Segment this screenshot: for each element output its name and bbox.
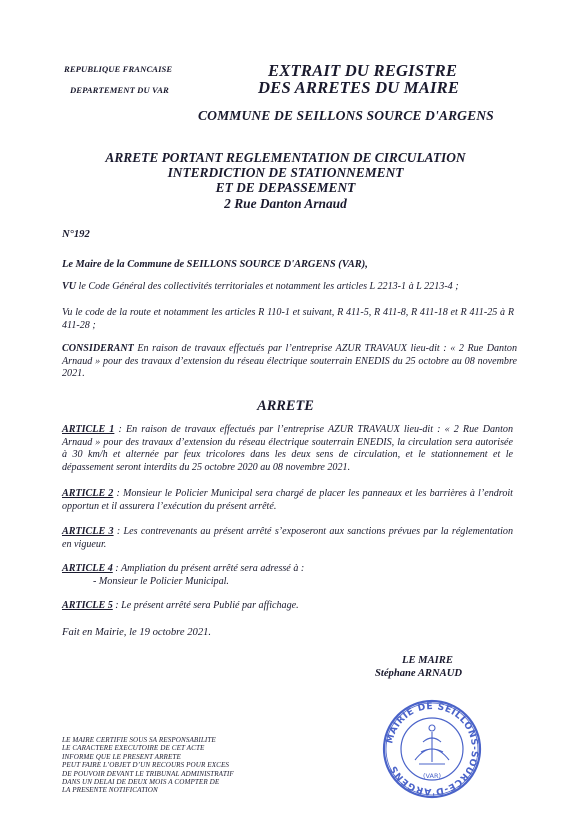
vu-paragraph-2: Vu le code de la route et notamment les articles R 110-1 et suivant, R 411-5, R 411-8, R 411-18 et R 411-25 à R 411-28 ; xyxy=(62,307,514,331)
legal-notice-line: PEUT FAIRE L’OBJET D’UN RECOURS POUR EXCES xyxy=(62,761,230,770)
stamp-ring-text: MAIRIE DE SEILLONS-SOURCE-D'ARGENS xyxy=(384,700,481,798)
considerant-text: En raison de travaux effectués par l’entreprise AZUR TRAVAUX lieu-dit : « 2 Rue Danton Arnaud » pour des travaux d’extension du réseau électrique souterrain ENEDIS du 25 octobre au 08 novembre 2021. xyxy=(62,343,517,380)
article-4-text: : Ampliation du présent arrêté sera adressé à : xyxy=(112,563,305,574)
republique-francaise: REPUBLIQUE FRANCAISE xyxy=(64,64,173,74)
fait-en-mairie: Fait en Mairie, le 19 octobre 2021. xyxy=(62,627,212,638)
arrete-heading: ARRETE xyxy=(257,398,314,414)
vu-label: VU xyxy=(62,281,77,292)
legal-notice-line: INFORME QUE LE PRESENT ARRETE xyxy=(62,752,181,761)
article-1 xyxy=(62,424,513,474)
legal-notice-line: DANS UN DELAI DE DEUX MOIS A COMPTER DE xyxy=(62,778,220,787)
article-4 xyxy=(62,563,513,576)
article-1-label: ARTICLE 1 xyxy=(62,424,115,435)
stamp-seal-icon xyxy=(381,698,483,800)
commune-name: COMMUNE DE SEILLONS SOURCE D'ARGENS xyxy=(198,108,494,123)
extrait-title-line2: DES ARRETES DU MAIRE xyxy=(258,78,460,97)
article-2-label: ARTICLE 2 xyxy=(62,488,114,499)
vu-paragraph-1 xyxy=(62,281,518,294)
arrete-title-line4: 2 Rue Danton Arnaud xyxy=(224,196,347,211)
considerant-label: CONSIDERANT xyxy=(62,343,134,354)
legal-notice-line: LE CARACTERE EXECUTOIRE DE CET ACTE xyxy=(62,744,205,753)
article-1-text: : En raison de travaux effectués par l’entreprise AZUR TRAVAUX lieu-dit : « 2 Rue Danton Arnaud » pour des travaux d’extension du réseau électrique souterrain ENEDIS, la circulation sera autorisée à 30 km/h et alternée par feux tricolores dans les deux sens de circulation, et le stationnement et le dépassement seront interdits du 25 octobre 2020 au 08 novembre 2021. xyxy=(62,424,513,473)
article-4-recipient: - Monsieur le Policier Municipal. xyxy=(93,576,229,587)
vu-text: le Code Général des collectivités territoriales et notamment les articles L 2213-1 à L 2213-4 ; xyxy=(76,281,459,292)
article-5 xyxy=(62,600,513,613)
arrete-title-line3: ET DE DEPASSEMENT xyxy=(215,180,356,195)
arrete-title-line1: ARRETE PORTANT REGLEMENTATION DE CIRCULATION xyxy=(105,150,466,165)
legal-notice-line: DE POUVOIR DEVANT LE TRIBUNAL ADMINISTRATIF xyxy=(62,769,234,778)
legal-notice-line: LA PRESENTE NOTIFICATION xyxy=(62,786,158,795)
arrete-number: N°192 xyxy=(62,229,90,240)
article-4-label: ARTICLE 4 xyxy=(62,563,113,574)
mairie-stamp xyxy=(381,698,483,800)
considerant-paragraph xyxy=(62,343,517,381)
article-3-label: ARTICLE 3 xyxy=(62,526,114,537)
article-3-text: : Les contrevenants au présent arrêté s’exposeront aux sanctions prévues par la réglementation en vigueur. xyxy=(62,526,513,550)
signature-name: Stéphane ARNAUD xyxy=(375,668,463,679)
legal-notice xyxy=(62,736,292,795)
article-3 xyxy=(62,526,513,551)
legal-notice-line: LE MAIRE CERTIFIE SOUS SA RESPONSABILITE xyxy=(62,736,216,744)
article-2-text: : Monsieur le Policier Municipal sera chargé de placer les panneaux et les barrières à l’endroit opportun et il assurera l’exécution du présent arrêté. xyxy=(62,488,513,512)
arrete-title-line2: INTERDICTION DE STATIONNEMENT xyxy=(167,165,404,180)
departement: DEPARTEMENT DU VAR xyxy=(70,85,169,95)
article-5-label: ARTICLE 5 xyxy=(62,600,113,611)
signature-title: LE MAIRE xyxy=(402,655,453,666)
maire-intro: Le Maire de la Commune de SEILLONS SOURCE D'ARGENS (VAR), xyxy=(62,259,368,270)
article-5-text: : Le présent arrêté sera Publié par affichage. xyxy=(112,600,299,611)
stamp-bottom-text: (VAR) xyxy=(422,772,442,780)
extrait-title-line1: EXTRAIT DU REGISTRE xyxy=(268,61,458,80)
article-2 xyxy=(62,488,513,513)
